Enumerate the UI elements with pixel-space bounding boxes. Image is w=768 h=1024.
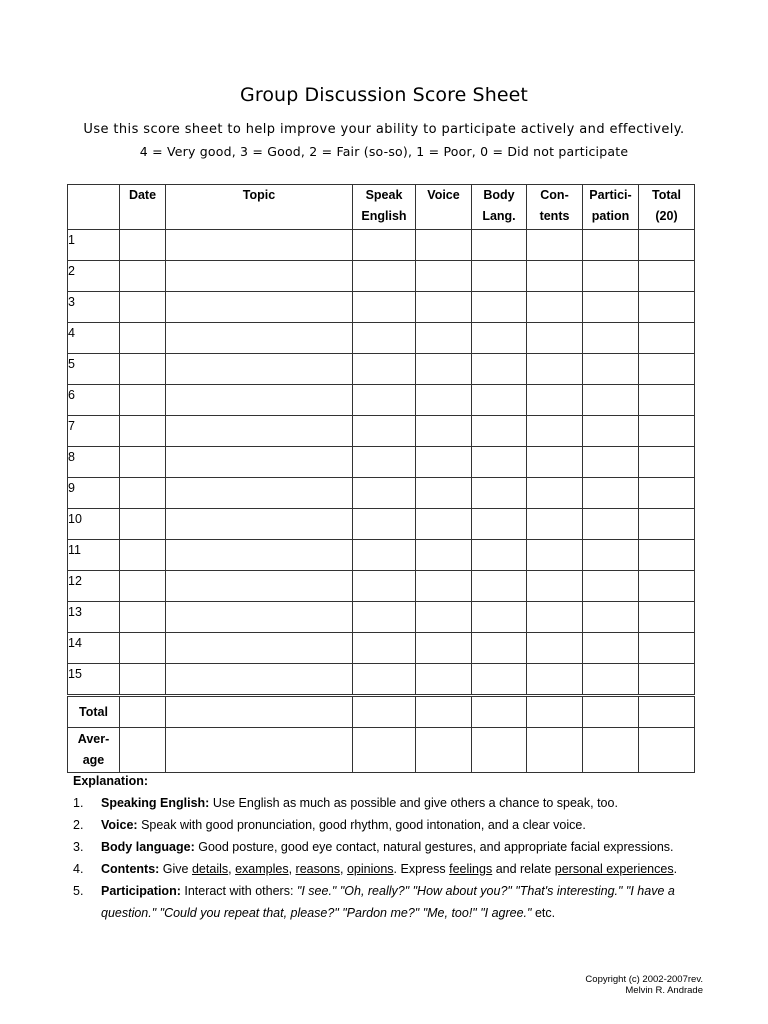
score-cell[interactable] xyxy=(120,261,166,292)
score-cell[interactable] xyxy=(639,385,695,416)
row-number: 12 xyxy=(68,571,120,602)
item-label: Speaking English: xyxy=(101,796,210,810)
row-number: 13 xyxy=(68,602,120,633)
table-row xyxy=(68,292,695,323)
score-cell[interactable] xyxy=(416,230,472,261)
header-line: pation xyxy=(591,209,630,223)
average-label xyxy=(68,728,120,773)
score-cell[interactable] xyxy=(527,602,583,633)
average-row xyxy=(68,728,695,773)
score-cell[interactable] xyxy=(527,447,583,478)
score-cell[interactable] xyxy=(166,292,353,323)
score-cell[interactable] xyxy=(472,261,527,292)
explanation-section xyxy=(73,770,703,924)
table-row xyxy=(68,447,695,478)
score-cell[interactable] xyxy=(353,230,416,261)
item-number: 2. xyxy=(73,818,84,832)
score-cell[interactable] xyxy=(639,509,695,540)
header-row xyxy=(68,185,695,230)
table-row xyxy=(68,416,695,447)
item-label: Contents: xyxy=(101,862,160,876)
score-cell[interactable] xyxy=(416,447,472,478)
score-cell[interactable] xyxy=(527,696,583,728)
score-cell[interactable] xyxy=(120,478,166,509)
item-text: and relate xyxy=(492,862,555,876)
explanation-item-body-language xyxy=(73,836,703,858)
score-cell[interactable] xyxy=(166,664,353,696)
score-cell[interactable] xyxy=(353,447,416,478)
table-row xyxy=(68,385,695,416)
score-cell[interactable] xyxy=(166,728,353,773)
header-line: Lang. xyxy=(482,209,516,223)
score-cell[interactable] xyxy=(472,447,527,478)
copyright-line: Copyright (c) 2002-2007rev. xyxy=(585,974,703,985)
explanation-item-participation xyxy=(73,880,703,924)
score-cell[interactable] xyxy=(166,571,353,602)
score-cell[interactable] xyxy=(416,261,472,292)
score-cell[interactable] xyxy=(639,728,695,773)
score-cell[interactable] xyxy=(583,292,639,323)
score-cell[interactable] xyxy=(639,540,695,571)
header-cell xyxy=(472,185,527,230)
item-text: . xyxy=(673,862,678,876)
score-cell[interactable] xyxy=(416,354,472,385)
score-cell[interactable] xyxy=(353,696,416,728)
score-cell[interactable] xyxy=(583,478,639,509)
score-cell[interactable] xyxy=(583,728,639,773)
page-title: Group Discussion Score Sheet xyxy=(240,84,528,106)
keyword-opinions: opinions xyxy=(346,862,394,876)
explanation-title: Explanation: xyxy=(73,774,149,788)
example-phrases: "I see." "Oh, really?" "How about you?" "That's interesting." "I have a question." "Could you repeat that, please?" "Pardon me?" "Me, too!" "I agree." xyxy=(101,884,675,920)
score-cell[interactable] xyxy=(416,728,472,773)
separator: , xyxy=(340,862,347,876)
score-cell[interactable] xyxy=(472,540,527,571)
table-row xyxy=(68,571,695,602)
score-cell[interactable] xyxy=(166,696,353,728)
score-cell[interactable] xyxy=(527,478,583,509)
score-scale: 4 = Very good, 3 = Good, 2 = Fair (so-so), 1 = Poor, 0 = Did not participate xyxy=(139,144,629,159)
score-cell[interactable] xyxy=(120,323,166,354)
score-cell[interactable] xyxy=(120,230,166,261)
table-row xyxy=(68,230,695,261)
score-cell[interactable] xyxy=(166,509,353,540)
score-cell[interactable] xyxy=(416,540,472,571)
item-text: Give xyxy=(159,862,192,876)
score-cell[interactable] xyxy=(639,354,695,385)
score-cell[interactable] xyxy=(583,230,639,261)
keyword-feelings: feelings xyxy=(449,862,493,876)
score-cell[interactable] xyxy=(166,230,353,261)
score-cell[interactable] xyxy=(166,633,353,664)
score-cell[interactable] xyxy=(472,354,527,385)
item-text: Speak with good pronunciation, good rhythm, good intonation, and a clear voice. xyxy=(137,818,586,832)
table-row xyxy=(68,261,695,292)
table-row xyxy=(68,509,695,540)
score-cell[interactable] xyxy=(639,633,695,664)
score-cell[interactable] xyxy=(353,540,416,571)
score-cell[interactable] xyxy=(120,447,166,478)
score-cell[interactable] xyxy=(416,664,472,696)
row-number: 15 xyxy=(68,664,120,696)
item-text: Interact with others: xyxy=(180,884,297,898)
score-cell[interactable] xyxy=(583,323,639,354)
score-cell[interactable] xyxy=(583,416,639,447)
score-cell[interactable] xyxy=(583,261,639,292)
header-line: Total xyxy=(652,188,681,202)
total-label: Total xyxy=(68,696,120,728)
row-number: 3 xyxy=(68,292,120,323)
score-cell[interactable] xyxy=(353,602,416,633)
score-cell[interactable] xyxy=(639,571,695,602)
header-line: (20) xyxy=(655,209,678,223)
score-cell[interactable] xyxy=(120,292,166,323)
header-cell xyxy=(166,185,353,230)
score-cell[interactable] xyxy=(527,230,583,261)
score-cell[interactable] xyxy=(353,354,416,385)
score-cell[interactable] xyxy=(120,571,166,602)
explanation-item-voice xyxy=(73,814,703,836)
header-cell xyxy=(639,185,695,230)
score-cell[interactable] xyxy=(120,696,166,728)
item-number: 4. xyxy=(73,862,84,876)
score-cell[interactable] xyxy=(120,633,166,664)
row-number: 8 xyxy=(68,447,120,478)
score-cell[interactable] xyxy=(353,633,416,664)
score-cell[interactable] xyxy=(416,633,472,664)
score-cell[interactable] xyxy=(166,323,353,354)
score-cell[interactable] xyxy=(416,509,472,540)
score-cell[interactable] xyxy=(166,447,353,478)
table-row xyxy=(68,323,695,354)
header-cell xyxy=(353,185,416,230)
total-row xyxy=(68,696,695,728)
item-text: etc. xyxy=(531,906,556,920)
score-cell[interactable] xyxy=(527,571,583,602)
score-cell[interactable] xyxy=(416,416,472,447)
header-cell xyxy=(120,185,166,230)
item-label: Voice: xyxy=(101,818,138,832)
score-cell[interactable] xyxy=(120,416,166,447)
score-cell[interactable] xyxy=(527,540,583,571)
score-cell[interactable] xyxy=(416,292,472,323)
score-cell[interactable] xyxy=(583,664,639,696)
score-cell[interactable] xyxy=(583,354,639,385)
explanation-item-speaking-english xyxy=(73,792,703,814)
score-cell[interactable] xyxy=(353,728,416,773)
score-cell[interactable] xyxy=(353,261,416,292)
score-cell[interactable] xyxy=(472,571,527,602)
author-name: Melvin R. Andrade xyxy=(625,985,703,996)
item-number: 3. xyxy=(73,840,84,854)
score-cell[interactable] xyxy=(639,416,695,447)
row-number: 5 xyxy=(68,354,120,385)
row-number: 1 xyxy=(68,230,120,261)
score-cell[interactable] xyxy=(166,540,353,571)
score-cell[interactable] xyxy=(166,354,353,385)
item-text: . Express xyxy=(393,862,450,876)
row-number: 9 xyxy=(68,478,120,509)
header-line: English xyxy=(361,209,407,223)
score-cell[interactable] xyxy=(353,385,416,416)
item-number: 1. xyxy=(73,796,84,810)
score-cell[interactable] xyxy=(583,385,639,416)
score-cell[interactable] xyxy=(639,664,695,696)
score-cell[interactable] xyxy=(166,478,353,509)
keyword-details: details xyxy=(191,862,229,876)
score-cell[interactable] xyxy=(416,385,472,416)
table-row xyxy=(68,354,695,385)
item-text: Use English as much as possible and give others a chance to speak, too. xyxy=(209,796,618,810)
score-cell[interactable] xyxy=(166,261,353,292)
header-line: Topic xyxy=(242,188,276,202)
score-cell[interactable] xyxy=(527,633,583,664)
score-cell[interactable] xyxy=(639,696,695,728)
score-cell[interactable] xyxy=(416,696,472,728)
score-cell[interactable] xyxy=(120,354,166,385)
score-cell[interactable] xyxy=(583,540,639,571)
row-number: 2 xyxy=(68,261,120,292)
keyword-reasons: reasons xyxy=(295,862,341,876)
score-cell[interactable] xyxy=(583,602,639,633)
score-cell[interactable] xyxy=(639,478,695,509)
score-cell[interactable] xyxy=(472,728,527,773)
score-cell[interactable] xyxy=(583,696,639,728)
score-cell[interactable] xyxy=(353,292,416,323)
score-cell[interactable] xyxy=(353,478,416,509)
header-line: tents xyxy=(539,209,570,223)
score-cell[interactable] xyxy=(472,633,527,664)
score-cell[interactable] xyxy=(166,416,353,447)
keyword-examples: examples xyxy=(235,862,289,876)
item-number: 5. xyxy=(73,884,84,898)
score-cell[interactable] xyxy=(120,664,166,696)
score-cell[interactable] xyxy=(527,261,583,292)
score-cell[interactable] xyxy=(353,416,416,447)
separator: , xyxy=(228,862,236,876)
score-cell[interactable] xyxy=(583,633,639,664)
header-cell xyxy=(416,185,472,230)
table-row xyxy=(68,633,695,664)
header-line: Con- xyxy=(540,188,569,202)
row-number: 11 xyxy=(68,540,120,571)
score-cell[interactable] xyxy=(120,509,166,540)
score-cell[interactable] xyxy=(353,323,416,354)
score-cell[interactable] xyxy=(120,728,166,773)
table-row xyxy=(68,602,695,633)
score-cell[interactable] xyxy=(353,509,416,540)
score-cell[interactable] xyxy=(639,230,695,261)
explanation-item-contents xyxy=(73,858,703,880)
score-cell[interactable] xyxy=(472,416,527,447)
score-cell[interactable] xyxy=(583,509,639,540)
score-cell[interactable] xyxy=(527,509,583,540)
table-row xyxy=(68,664,695,696)
keyword-personal-experiences: personal experiences xyxy=(554,862,674,876)
score-cell[interactable] xyxy=(472,323,527,354)
score-cell[interactable] xyxy=(416,602,472,633)
header-line: Voice xyxy=(427,188,460,202)
score-body xyxy=(68,230,695,773)
score-cell[interactable] xyxy=(639,447,695,478)
copyright-notice xyxy=(585,974,703,996)
score-cell[interactable] xyxy=(353,664,416,696)
score-cell[interactable] xyxy=(583,571,639,602)
score-cell[interactable] xyxy=(353,571,416,602)
score-cell[interactable] xyxy=(416,478,472,509)
score-cell[interactable] xyxy=(639,323,695,354)
score-cell[interactable] xyxy=(527,354,583,385)
score-cell[interactable] xyxy=(472,509,527,540)
score-cell[interactable] xyxy=(472,385,527,416)
row-number: 14 xyxy=(68,633,120,664)
header-line: Partici- xyxy=(589,188,632,202)
header-line: Speak xyxy=(365,188,403,202)
score-cell[interactable] xyxy=(472,230,527,261)
item-text: Good posture, good eye contact, natural gestures, and appropriate facial expressions. xyxy=(194,840,674,854)
score-cell[interactable] xyxy=(472,292,527,323)
score-cell[interactable] xyxy=(166,602,353,633)
score-cell[interactable] xyxy=(416,571,472,602)
instructions: Use this score sheet to help improve your ability to participate actively and effectively. xyxy=(83,122,685,137)
header-line: Date xyxy=(128,188,157,202)
score-cell[interactable] xyxy=(166,385,353,416)
score-cell[interactable] xyxy=(527,728,583,773)
score-cell[interactable] xyxy=(120,540,166,571)
separator: , xyxy=(288,862,296,876)
item-label: Participation: xyxy=(101,884,181,898)
score-cell[interactable] xyxy=(472,696,527,728)
score-cell[interactable] xyxy=(583,447,639,478)
score-cell[interactable] xyxy=(416,323,472,354)
table-row xyxy=(68,540,695,571)
score-cell[interactable] xyxy=(639,261,695,292)
row-number: 7 xyxy=(68,416,120,447)
score-cell[interactable] xyxy=(120,385,166,416)
score-cell[interactable] xyxy=(472,478,527,509)
table-row xyxy=(68,478,695,509)
header-line: Body xyxy=(483,188,515,202)
row-number: 6 xyxy=(68,385,120,416)
header-cell xyxy=(583,185,639,230)
score-cell[interactable] xyxy=(527,292,583,323)
header-cell xyxy=(68,185,120,230)
row-number: 4 xyxy=(68,323,120,354)
score-cell[interactable] xyxy=(472,602,527,633)
item-label: Body language: xyxy=(101,840,195,854)
score-cell[interactable] xyxy=(527,323,583,354)
score-cell[interactable] xyxy=(639,602,695,633)
score-table xyxy=(67,184,695,773)
score-cell[interactable] xyxy=(472,664,527,696)
score-cell[interactable] xyxy=(527,416,583,447)
average-label-line: age xyxy=(82,753,105,767)
score-cell[interactable] xyxy=(527,664,583,696)
score-cell[interactable] xyxy=(120,602,166,633)
row-number: 10 xyxy=(68,509,120,540)
header-cell xyxy=(527,185,583,230)
average-label-line: Aver- xyxy=(77,732,110,746)
score-cell[interactable] xyxy=(639,292,695,323)
score-cell[interactable] xyxy=(527,385,583,416)
